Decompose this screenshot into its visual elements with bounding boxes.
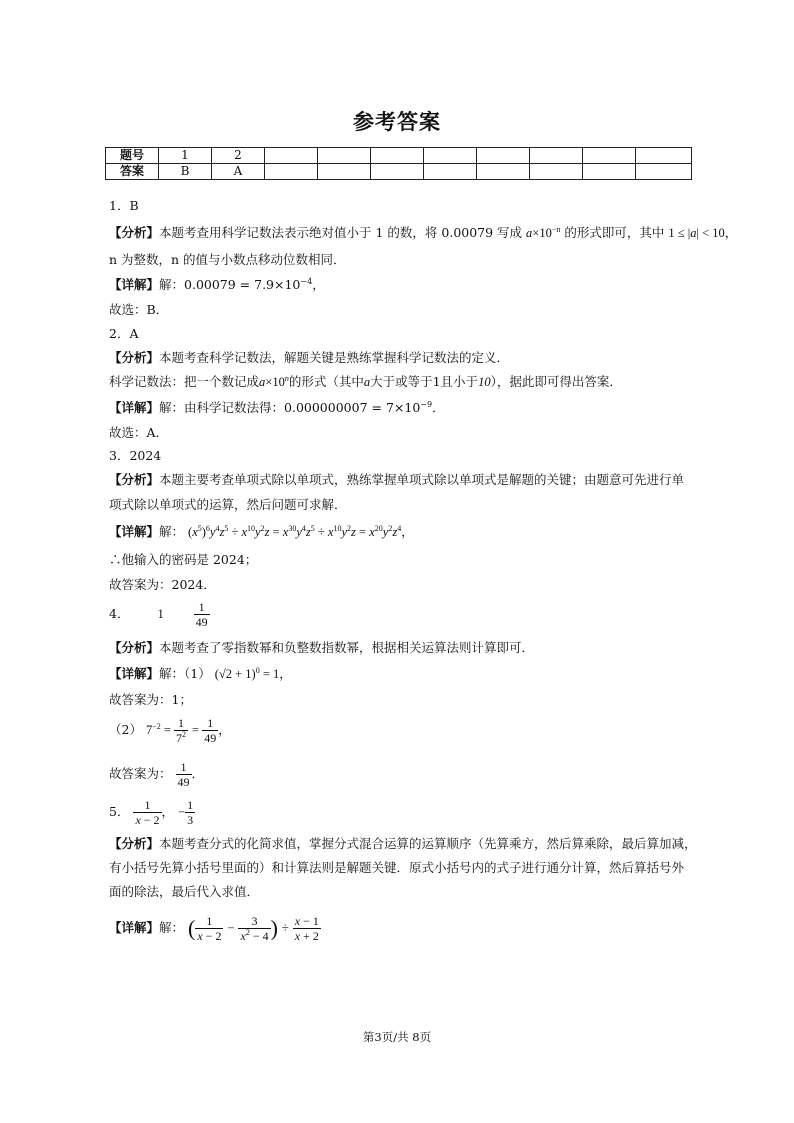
table-cell: [477, 148, 530, 164]
table-cell: [265, 164, 318, 180]
q4-part2: （2） $7^{-2}$ = $\frac{1}{7^2}$ = $\frac{1}{49}$ ，: [109, 716, 231, 745]
q3-conclusion: 故答案为：2024．: [109, 577, 216, 592]
table-cell: 答案: [106, 164, 159, 180]
q4-detail: 【详解】解：（1） $(√2 + 1)^0 = 1$，: [109, 666, 292, 681]
q5-heading: 5． $\frac{1}{x - 2}$ ， − $\frac{1}{3}$: [109, 798, 194, 827]
table-row: [106, 148, 692, 164]
table-cell: [371, 164, 424, 180]
q3-therefore: ∴他输入的密码是 2024；: [109, 552, 258, 567]
table-cell: [583, 148, 636, 164]
q5-detail: 【详解】解： ( $\frac{1}{x - 2}$ − $\frac{3}{x^2 - 4}$ ) ÷ $\frac{x - 1}{x + 2}$: [109, 914, 319, 943]
table-cell: [477, 164, 530, 180]
q2-definition: 科学记数法：把一个数记成$a\times 10^n$的形式（其中a大于或等于1且小于10），据此即可得出答案．: [109, 374, 622, 389]
table-cell: B: [159, 164, 212, 180]
q3-analysis-cont: 项式除以单项式的运算，然后问题可求解．: [109, 497, 347, 512]
q4-analysis: 【分析】本题考查了零指数幂和负整数指数幂，根据相关运算法则计算即可．: [109, 640, 535, 655]
q1-detail: 【详解】解：$0.00079 = 7.9\times 10^{-4}$，: [109, 277, 325, 292]
q2-detail: 【详解】解：由科学记数法得：$0.000000007 = 7\times 10^{-9}$．: [109, 400, 445, 415]
q2-heading: 2．A: [109, 326, 139, 341]
table-cell: [318, 164, 371, 180]
table-row: [106, 164, 692, 180]
q1-heading: 1．B: [109, 198, 139, 213]
q1-conclusion: 故选：B．: [109, 302, 169, 317]
page-footer: 第3页/共 8页: [362, 1030, 432, 1044]
q5-analysis: 【分析】本题考查分式的化简求值，掌握分式混合运算的运算顺序（先算乘方，然后算乘除，最后算加减，: [109, 836, 697, 851]
table-cell: [265, 148, 318, 164]
fraction: $\frac{1}{49}$: [195, 600, 208, 629]
table-cell: [636, 148, 692, 164]
q5-analysis-cont1: 有小括号先算小括号里面的）和计算法则是解题关键．原式小括号内的式子进行通分计算，然后算括号外: [109, 860, 685, 875]
table-cell: 1: [159, 148, 212, 164]
q1-analysis: 【分析】本题考查用科学记数法表示绝对值小于 1 的数，将 0.00079 写成 $a\times 10^{-n}$ 的形式即可，其中 1 ≤ |a| < 10，: [109, 225, 738, 240]
table-cell: [530, 164, 583, 180]
q2-conclusion: 故选：A．: [109, 425, 169, 440]
table-cell: [371, 148, 424, 164]
page-title: 参考答案: [353, 110, 441, 134]
q3-heading: 3．2024: [109, 448, 162, 463]
table-cell: [424, 164, 477, 180]
table-cell: A: [212, 164, 265, 180]
table-cell: 题号: [106, 148, 159, 164]
table-cell: 2: [212, 148, 265, 164]
table-cell: [636, 164, 692, 180]
q3-detail: 【详解】解： $(x^5)^6y^4z^5 \div x^{10}y^2z = x^{30}y^4z^5 \div x^{10}y^2z = x^{20}y^2z^4$，: [109, 524, 414, 539]
q4-heading: 4． 1 $\frac{1}{49}$: [109, 600, 208, 629]
table-cell: [424, 148, 477, 164]
answer-table: [105, 147, 692, 180]
q4-conclusion-1: 故答案为：1；: [109, 692, 192, 707]
q4-conclusion-2: 故答案为： $\frac{1}{49}$ ．: [109, 760, 205, 789]
table-cell: [583, 164, 636, 180]
q3-analysis: 【分析】本题主要考查单项式除以单项式，熟练掌握单项式除以单项式是解题的关键；由题意可先进行单: [109, 472, 685, 487]
q5-analysis-cont2: 面的除法，最后代入求值．: [109, 884, 260, 899]
table-cell: [318, 148, 371, 164]
q2-analysis: 【分析】本题考查科学记数法，解题关键是熟练掌握科学记数法的定义．: [109, 350, 510, 365]
q1-analysis-cont: n 为整数，n 的值与小数点移动位数相同．: [109, 252, 346, 267]
table-cell: [530, 148, 583, 164]
